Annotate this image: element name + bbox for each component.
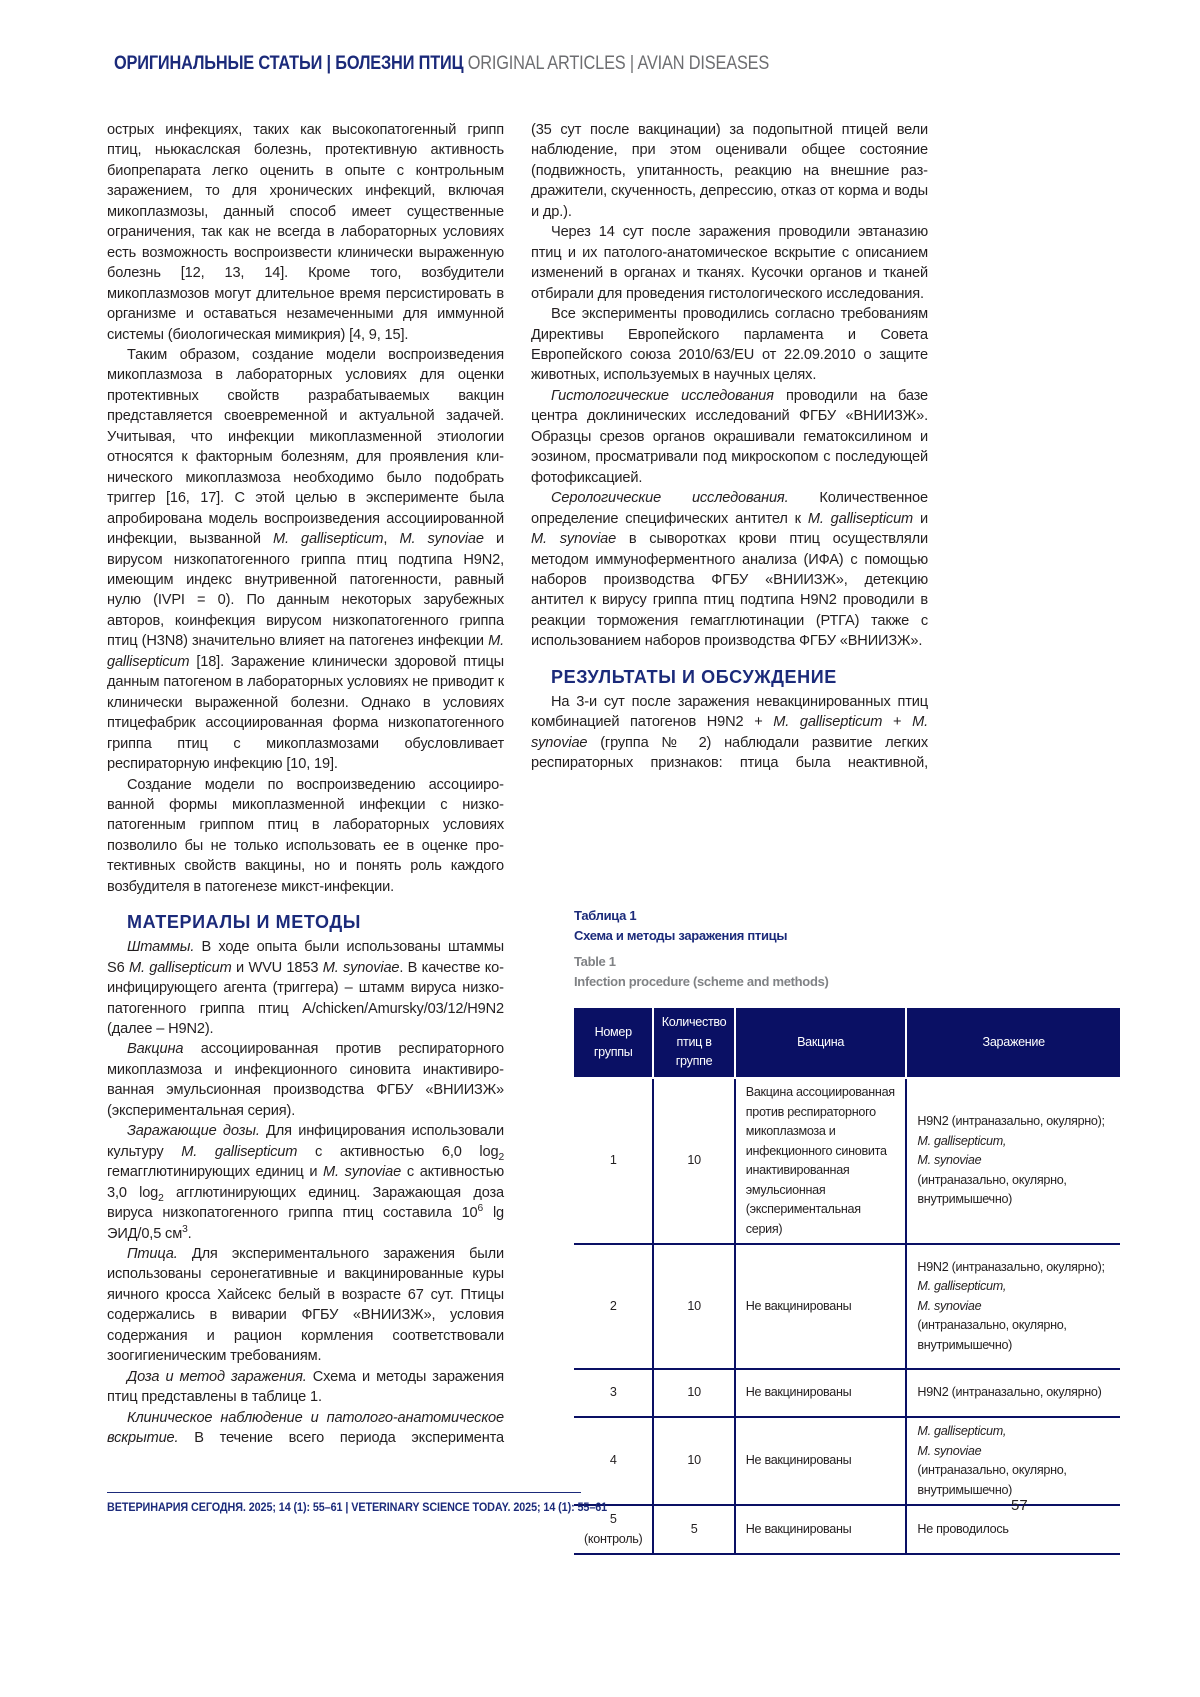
text-run: В течение всего периода эксперимента [178, 1430, 504, 1446]
italic-text: Клиническое наблюдение и патолого-анатомиче­ское вскрытие. [107, 1410, 504, 1446]
header-infection: Заражение [906, 1008, 1120, 1078]
sup-text: 3 [182, 1224, 188, 1235]
text-run: Таким образом, создание модели воспроизведения микоплазмоза в лабораторных условиях для оцен­ки протективных свойств разрабатываемых вакцин представляется своевременной и актуальной задачей. Учитывая, что инфекции микоплазменной этиологии относятся к факторным болезням, для проявления кли­нического микоплазмоза необходимо было подобрать триггер [16, 17]. С этой целью в эксперименте была апробирована модель воспроизведения ассоцииро­ванной инфекции, вызванной [107, 347, 504, 547]
vaccine-cell: Не вакцинированы [735, 1417, 907, 1505]
vaccine-cell: Не вакцинированы [735, 1369, 907, 1417]
italic-text: M. synoviae [531, 714, 928, 750]
text-run: (интраназально, окулярно, внутримышечно) [917, 1171, 1110, 1210]
infection-scheme-table [574, 1008, 1120, 1555]
table-label-ru: Таблица 1 [574, 906, 829, 926]
footer-citation: ВЕТЕРИНАРИЯ СЕГОДНЯ. 2025; 14 (1): 55–61 | VETERINARY SCIENCE TODAY. 2025; 14 (1): 55–61 [107, 1500, 607, 1514]
text-run: H9N2 (интраназально, окулярно); [917, 1112, 1110, 1132]
left-column [107, 120, 504, 1449]
paragraph [107, 1367, 504, 1408]
text-run: [18]. Заражение клинически здоровой птицы данным патогеном в лабораторных ус­ловиях не приводит к клинически выраженной болез­ни. Однако в условиях птицефабрик ассоциированная форма низкопатогенного гриппа птиц с микоплазмоза­ми обусловливает респираторную инфекцию [10, 19]. [107, 654, 504, 772]
paragraph [531, 222, 928, 304]
italic-text: M. gallisepticum [129, 960, 232, 976]
group-number-cell: 3 [574, 1369, 653, 1417]
section-title-en: ORIGINAL ARTICLES | AVIAN DISEASES [468, 53, 769, 74]
group-number-cell: 5 (контроль) [574, 1505, 653, 1554]
vaccine-cell: Вакцина ассоциированная против респираторного микоплазмоза и инфекционного синовита инактивированная эмульсионная (экспериментальная серия) [735, 1078, 907, 1244]
text-run: и вирусом низкопатогенного гриппа птиц подтипа H9N2, имеющим индекс внутривенной патогенности, равный нулю (IVPI = 0). По данным некоторых зарубеж­ных авторов, коинфекция вирусом низкопатогенного гриппа птиц (H3N8) значительно влияет на патогенез инфекции [107, 531, 504, 649]
italic-text: M. synoviae [323, 960, 400, 976]
footer-divider [107, 1492, 581, 1493]
text-run: с активно­стью 3,0 log [107, 1164, 504, 1200]
bird-count-cell: 5 [653, 1505, 734, 1554]
paragraph [107, 937, 504, 1039]
italic-text: M. gallisepticum [808, 511, 913, 527]
italic-text: Гистологические исследования [551, 388, 774, 404]
text-run: (группа № 2) наблюдали развитие легких респираторных признаков: птица была неактивной, [531, 735, 928, 771]
text-run: В ходе опыта были использованы штаммы S6 [107, 939, 504, 975]
text-run: lg ЭИД/0,5 см [107, 1205, 504, 1241]
text-run: (интраназально, окулярно, внутримышечно) [917, 1316, 1110, 1355]
text-run: , [383, 531, 399, 547]
text-run: Для инфицирования использо­вали культуру [107, 1123, 504, 1159]
text-run: проводили на базе центра доклинических исследований ФГБУ «ВНИИЗЖ». Образцы срезов органов окрашивали гематоксилином и эозином, просматривали под микроскопом с после­дующей фотофиксацией. [531, 388, 928, 486]
italic-text: Серологические исследования. [551, 490, 788, 506]
italic-text: M. gallisepticum, [917, 1277, 1110, 1297]
page-number: 57 [1011, 1497, 1028, 1514]
text-run: в сыворотках крови птиц осуществляли методом иммуноферментного анализа (ИФА) с помо­щью наборов производства ФГБУ «ВНИИЗЖ», детек­цию антител к вирусу гриппа птиц подтипа H9N2 про­водили в реакции торможения гемагглютинации (РТГА) также с использованием наборов производства ФГБУ «ВНИИЗЖ». [531, 531, 928, 649]
italic-text: Заражающие дозы. [127, 1123, 260, 1139]
paragraph [107, 1121, 504, 1244]
paragraph [531, 386, 928, 488]
section-title-ru: ОРИГИНАЛЬНЫЕ СТАТЬИ | БОЛЕЗНИ ПТИЦ [114, 53, 463, 74]
paragraph [107, 1039, 504, 1121]
table-title-en: Infection procedure (scheme and methods) [574, 972, 829, 992]
italic-text: M. gallisepticum [773, 714, 882, 730]
italic-text: M. gallisepticum [107, 633, 504, 669]
text-run: ассоциированная против респираторного микоплазмоза и инфекционного синовита инактивиро­ванная эмульсионная производства ФГБУ «ВНИИЗЖ» (экспериментальная серия). [107, 1041, 504, 1118]
table-row [574, 1369, 1120, 1417]
text-run: агглютинирующих единиц. Заражающая доза вируса низкопатогенного гриппа птиц составила 10 [107, 1185, 504, 1221]
text-run: Создание модели по воспроизведению ассоцииро­ванной формы микоплазменной инфекции с низко­патогенным гриппом птиц в лабораторных условиях позволило бы не только использовать ее в оценке про­тективных свойств вакцины, но и понять роль каждого возбудителя в патогенезе микст-инфекции. [107, 777, 504, 895]
header-group-number: Номер группы [574, 1008, 653, 1078]
text-run: + [882, 714, 912, 730]
infection-cell [906, 1244, 1120, 1369]
paragraph [107, 775, 504, 898]
text-run: с активностью 6,0 log [297, 1144, 498, 1160]
vaccine-cell: Не вакцинированы [735, 1505, 907, 1554]
text-run: и [913, 511, 928, 527]
paragraph [531, 488, 928, 652]
italic-text: M. synoviae [531, 531, 616, 547]
infection-cell [906, 1417, 1120, 1505]
text-run: и WVU 1853 [232, 960, 323, 976]
italic-text: M. synoviae [323, 1164, 401, 1180]
table-row [574, 1505, 1120, 1554]
paragraph [531, 120, 928, 222]
text-run: острых инфекциях, таких как высокопатогенный грипп птиц, ньюкаслская болезнь, протективную активность биопрепарата легко оценить в опыте с контрольным заражением, то для хронических инфекций, включая микоплазмозы, данный способ имеет существенные ограничения, так как не всегда в лабораторных усло­виях есть возможность воспроизвести клинически вы­раженную болезнь [12, 13, 14]. Кроме того, возбудители микоплазмозов могут длительное время персистиро­вать в организме и оставаться незамеченными для иммунной системы (биологическая мимикрия) [4, 9, 15]. [107, 122, 504, 343]
italic-text: M. gallisepticum, [917, 1422, 1110, 1442]
italic-text: Доза и метод заражения. [127, 1369, 307, 1385]
paragraph [107, 1244, 504, 1367]
bird-count-cell: 10 [653, 1244, 734, 1369]
text-run: Для экспериментального заражения были использованы серонегативные и вакцинированные куры яичного кросса Хайсекс белый в возрасте 67 сут. Птицы содержались в виварии ФГБУ «ВНИИЗЖ», усло­вия содержания и рацион кормления соответствовали зоогигиеническим требованиям. [107, 1246, 504, 1364]
text-run: H9N2 (интраназально, окулярно) [917, 1383, 1110, 1403]
sup-text: 6 [478, 1203, 484, 1214]
table-label-en: Table 1 [574, 952, 829, 972]
table-row [574, 1417, 1120, 1505]
italic-text: Птица. [127, 1246, 178, 1262]
bird-count-cell: 10 [653, 1078, 734, 1244]
text-run: H9N2 (интраназально, окулярно); [917, 1258, 1110, 1278]
vaccine-cell: Не вакцинированы [735, 1244, 907, 1369]
paragraph [531, 692, 928, 774]
running-header [114, 53, 769, 75]
group-number-cell: 2 [574, 1244, 653, 1369]
text-run: На 3-и сут после заражения невакцинированных птиц комбинацией патогенов H9N2 + [531, 694, 928, 730]
paragraph [107, 120, 504, 345]
table-caption [574, 906, 829, 992]
italic-text: M. gallisepticum, [917, 1132, 1110, 1152]
section-heading: РЕЗУЛЬТАТЫ И ОБСУЖДЕНИЕ [551, 666, 928, 688]
text-run: Схема и методы заражения птиц представлены в таблице 1. [107, 1369, 504, 1405]
table-row [574, 1244, 1120, 1369]
table-row [574, 1078, 1120, 1244]
bird-count-cell: 10 [653, 1369, 734, 1417]
text-run: . [188, 1226, 192, 1242]
header-bird-count: Количество птиц в группе [653, 1008, 734, 1078]
paragraph [107, 1408, 504, 1449]
infection-cell [906, 1078, 1120, 1244]
group-number-cell: 4 [574, 1417, 653, 1505]
sub-text: 2 [158, 1193, 164, 1204]
text-run: Количественное определение специфических антител к [531, 490, 928, 526]
italic-text: M. synoviae [917, 1442, 1110, 1462]
group-number-cell: 1 [574, 1078, 653, 1244]
header-vaccine: Вакцина [735, 1008, 907, 1078]
paragraph [107, 345, 504, 775]
table-title-ru: Схема и методы заражения птицы [574, 926, 829, 946]
italic-text: M. gallisepticum [273, 531, 383, 547]
text-run: гемагглютинирующих единиц и [107, 1164, 323, 1180]
infection-cell [906, 1369, 1120, 1417]
table-header-row [574, 1008, 1120, 1078]
italic-text: M. gallisepticum [181, 1144, 297, 1160]
text-run: Через 14 сут после заражения проводили эвтаназию птиц и их патолого-анатомическое вскрытие с описа­нием изменений в органах и тканях. Кусочки органов и тканей отбирали для проведения гистологического исследования. [531, 224, 928, 301]
text-run: . В качестве ко­инфицирующего агента (триггера) – штамм вируса низко­патогенного гриппа птиц A/chicken/Amursky/03/12/H9N2 (далее – H9N2). [107, 960, 504, 1037]
text-run: (интраназально, окулярно, внутримышечно) [917, 1461, 1110, 1500]
bird-count-cell: 10 [653, 1417, 734, 1505]
paragraph [531, 304, 928, 386]
italic-text: M. syno­viae [399, 531, 483, 547]
italic-text: Вакцина [127, 1041, 183, 1057]
italic-text: M. synoviae [917, 1297, 1110, 1317]
italic-text: M. synoviae [917, 1151, 1110, 1171]
text-run: Не проводилось [917, 1520, 1110, 1540]
section-heading: МАТЕРИАЛЫ И МЕТОДЫ [127, 911, 504, 933]
right-column [531, 120, 928, 774]
italic-text: Штаммы. [127, 939, 194, 955]
sub-text: 2 [498, 1152, 504, 1163]
text-run: Все эксперименты проводились согласно требова­ниям Директивы Европейского парламента и Совета Европейского союза 2010/63/EU от 22.09.2010 о защите животных, используемых в научных целях. [531, 306, 928, 383]
text-run: (35 сут после вакцинации) за подопытной птицей вели наблюдение, при этом оценивали общее состояние (подвижность, упитанность, реакцию на внешние раз­дражители, скученность, депрессию, отказ от корма и воды и др.). [531, 122, 928, 220]
